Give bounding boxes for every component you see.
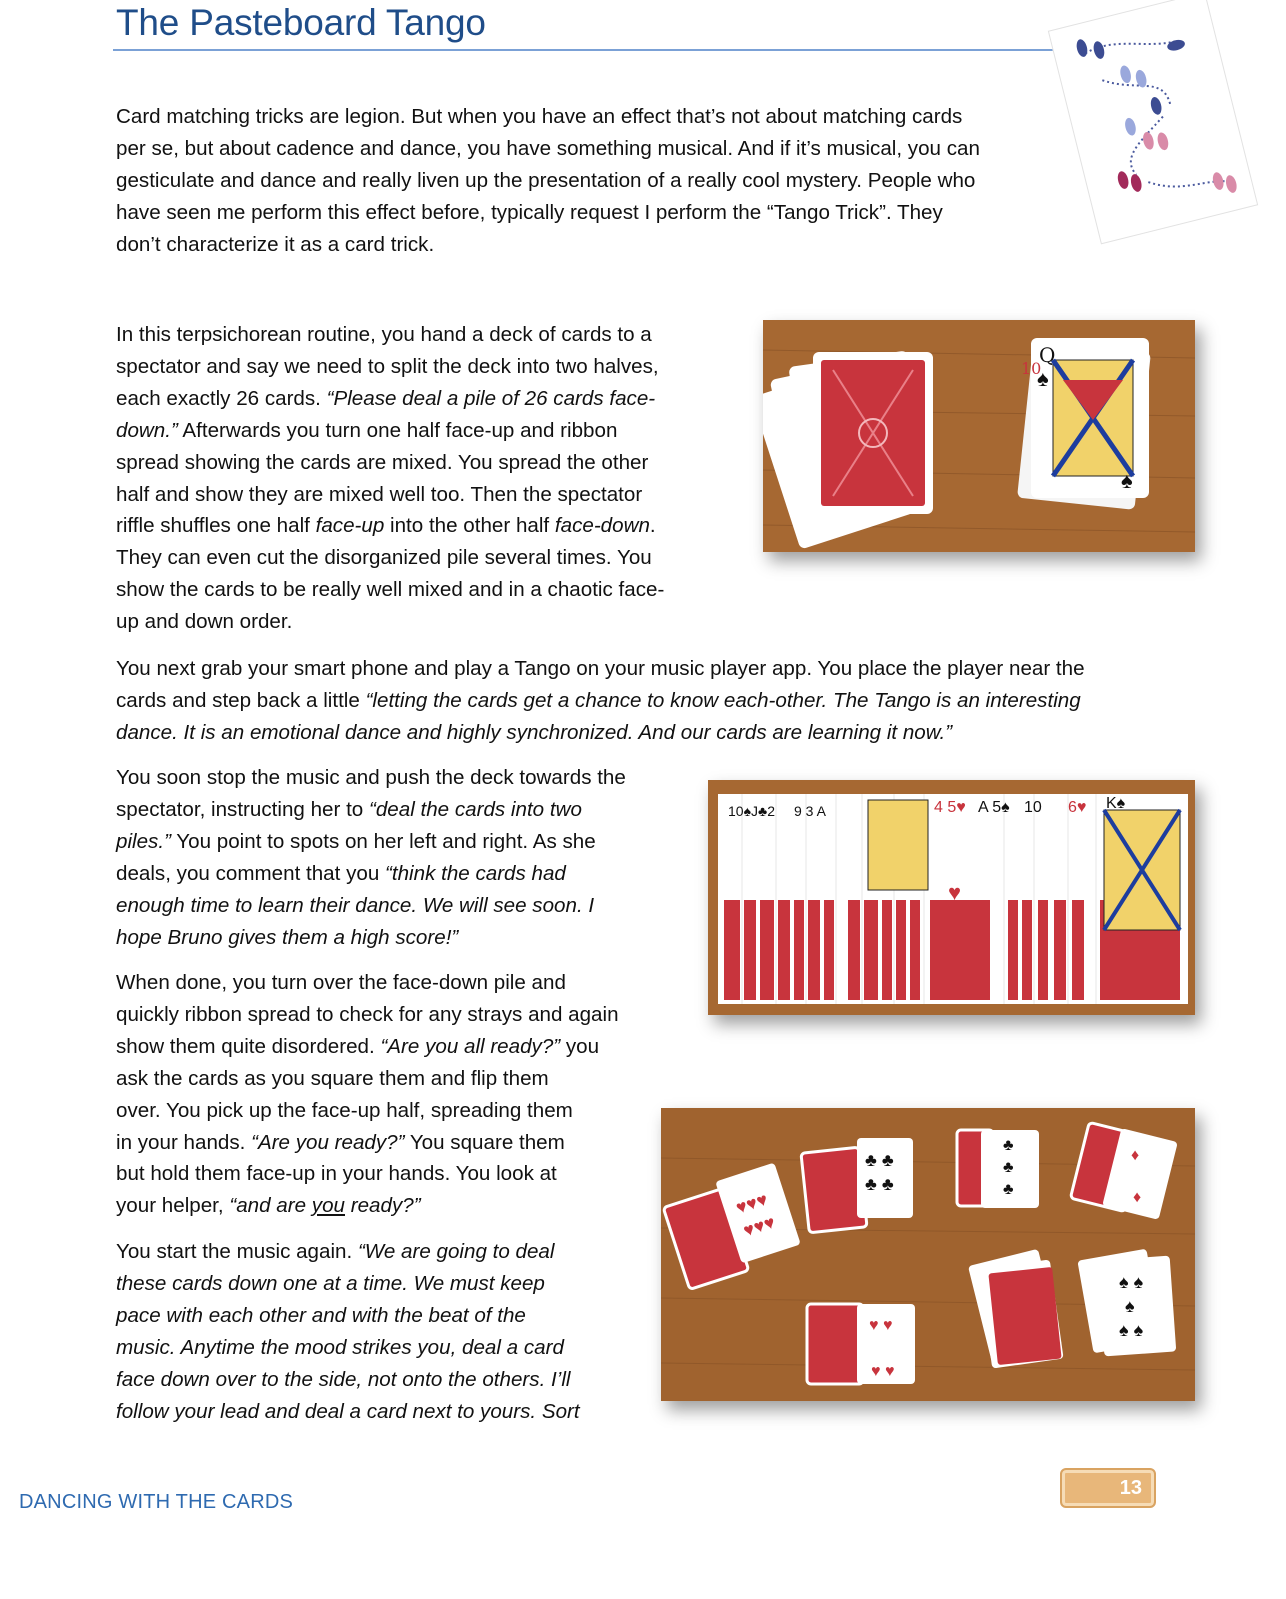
emphasis-text: face-up: [315, 514, 385, 538]
quote-text: hope Bruno gives them a high score!”: [116, 925, 459, 949]
quote-text: “letting the cards get a chance to know each-other. The Tango is an interesting: [365, 688, 1081, 712]
svg-text:♥ ♥: ♥ ♥: [871, 1363, 895, 1380]
page-number: 13: [1119, 1476, 1142, 1499]
svg-text:♠ ♠: ♠ ♠: [1119, 1320, 1144, 1340]
svg-text:♥♥♥: ♥♥♥: [740, 1211, 778, 1241]
text-line: into the other half: [384, 514, 555, 538]
svg-text:♠: ♠: [1121, 468, 1133, 493]
quote-text: follow your lead and deal a card next to yours. Sort: [116, 1399, 580, 1423]
quote-text: face down over to the side, not onto the others. I’ll: [116, 1367, 571, 1391]
quote-text: down.”: [116, 418, 178, 442]
page-number-badge: [1060, 1468, 1156, 1508]
text-line: up and down order.: [116, 610, 293, 634]
quote-text: “and are: [229, 1194, 312, 1218]
svg-text:♣ ♣: ♣ ♣: [865, 1150, 894, 1170]
quote-text: music. Anytime the mood strikes you, deal a card: [116, 1335, 564, 1359]
svg-text:♥: ♥: [948, 880, 962, 905]
text-line: spread showing the cards are mixed. You spread the other: [116, 450, 649, 474]
text-line: You start the music again.: [116, 1240, 358, 1263]
text-line: .: [649, 514, 656, 538]
text-line: You next grab your smart phone and play a Tango on your music player app. You place the player near the: [116, 657, 1085, 680]
text-line: show the cards to be really well mixed and in a chaotic face-: [116, 578, 665, 602]
svg-text:10♠J♣2: 10♠J♣2: [728, 803, 775, 819]
quote-text: enough time to learn their dance. We will see soon. I: [116, 893, 595, 917]
deal-paragraph: [116, 762, 676, 953]
svg-text:♠: ♠: [1037, 366, 1049, 391]
text-line: you: [560, 1034, 600, 1058]
svg-text:K♠: K♠: [1106, 795, 1126, 812]
quote-text: “deal the cards into two: [368, 797, 582, 821]
text-line: your helper,: [116, 1194, 230, 1218]
text-line: have seen me perform this effect before, typically request I perform the “Tango Trick”. They: [116, 200, 943, 224]
text-line: in your hands.: [116, 1130, 252, 1154]
svg-text:♣: ♣: [1003, 1181, 1014, 1198]
svg-text:♣: ♣: [1003, 1159, 1014, 1176]
svg-text:♦: ♦: [1133, 1189, 1142, 1206]
photo-dealt-rows: [708, 780, 1195, 1015]
ready-paragraph: [116, 967, 656, 1222]
text-line: half and show they are mixed well too. Then the spectator: [116, 482, 643, 506]
svg-text:♣: ♣: [1003, 1137, 1014, 1154]
quote-text: “We are going to deal: [357, 1240, 555, 1263]
photo-dealing-progress: [661, 1108, 1195, 1401]
text-line: They can even cut the disorganized pile several times. You: [116, 546, 652, 570]
text-line: Card matching tricks are legion. But when you have an effect that’s not about matching cards: [116, 105, 963, 128]
quote-text: these cards down one at a time. We must keep: [116, 1271, 545, 1295]
music-paragraph: [116, 653, 1176, 749]
svg-text:6♥: 6♥: [1068, 799, 1087, 816]
quote-text: “Please deal a pile of 26 cards face-: [326, 386, 656, 410]
text-line: don’t characterize it as a card trick.: [116, 232, 435, 256]
quote-text: pace with each other and with the beat of the: [116, 1303, 526, 1327]
text-line: per se, but about cadence and dance, you have something musical. And if it’s musical, you can: [116, 136, 980, 160]
quote-text: “Are you ready?”: [251, 1130, 405, 1154]
quote-text: “Are you all ready?”: [380, 1034, 561, 1058]
text-line: over. You pick up the face-up half, spreading them: [116, 1098, 573, 1122]
footer-book-title: DANCING WITH THE CARDS: [19, 1491, 294, 1513]
text-line: quickly ribbon spread to check for any strays and again: [116, 1002, 619, 1026]
quote-text: dance. It is an emotional dance and highly synchronized. And our cards are learning it now.”: [116, 720, 953, 744]
svg-text:♣ ♣: ♣ ♣: [865, 1174, 894, 1194]
svg-text:♥♥♥: ♥♥♥: [733, 1188, 771, 1218]
face-up-pile: [1017, 338, 1151, 510]
svg-text:4 5♥: 4 5♥: [934, 799, 966, 816]
svg-text:10: 10: [1021, 359, 1042, 378]
tango-footsteps-icon: [1048, 0, 1258, 244]
quote-text: piles.”: [116, 829, 171, 853]
text-line: spectator and say we need to split the deck into two halves,: [116, 354, 659, 378]
svg-text:♥ ♥: ♥ ♥: [869, 1317, 893, 1334]
svg-text:9 3 A: 9 3 A: [794, 803, 826, 819]
quote-text: “think the cards had: [385, 861, 566, 885]
svg-text:♠ ♠: ♠ ♠: [1119, 1272, 1144, 1292]
text-line: Afterwards you turn one half face-up and ribbon: [177, 418, 618, 442]
title-divider: [113, 49, 1053, 51]
routine-paragraph: [116, 319, 726, 638]
text-line: spectator, instructing her to: [116, 797, 369, 821]
tango-paragraph: [116, 1236, 636, 1427]
svg-text:♦: ♦: [1131, 1147, 1140, 1164]
text-line: cards and step back a little: [116, 688, 366, 712]
text-line: each exactly 26 cards.: [116, 386, 327, 410]
photo-two-piles: [763, 320, 1195, 552]
text-line: deals, you comment that you: [116, 861, 386, 885]
text-line: show them quite disordered.: [116, 1034, 381, 1058]
text-line: ask the cards as you square them and flip them: [116, 1066, 549, 1090]
quote-text: ready?”: [345, 1194, 421, 1218]
svg-text:Q: Q: [1039, 343, 1056, 367]
text-line: You square them: [404, 1130, 565, 1154]
svg-text:10: 10: [1024, 799, 1042, 816]
text-line: gesticulate and dance and really liven up the presentation of a really cool mystery. People who: [116, 168, 976, 192]
text-line: You soon stop the music and push the deck towards the: [116, 766, 626, 789]
intro-paragraph: [116, 101, 1056, 261]
text-line: riffle shuffles one half: [116, 514, 316, 538]
svg-text:♠: ♠: [1125, 1296, 1135, 1316]
text-line: You point to spots on her left and right. As she: [170, 829, 596, 853]
text-line: but hold them face-up in your hands. You look at: [116, 1162, 557, 1186]
text-line: When done, you turn over the face-down pile and: [116, 971, 566, 994]
text-line: In this terpsichorean routine, you hand a deck of cards to a: [116, 323, 652, 346]
underlined-emphasis: you: [311, 1194, 345, 1218]
svg-text:A 5♠: A 5♠: [978, 799, 1010, 816]
emphasis-text: face-down: [554, 514, 650, 538]
page-title: The Pasteboard Tango: [116, 2, 486, 43]
